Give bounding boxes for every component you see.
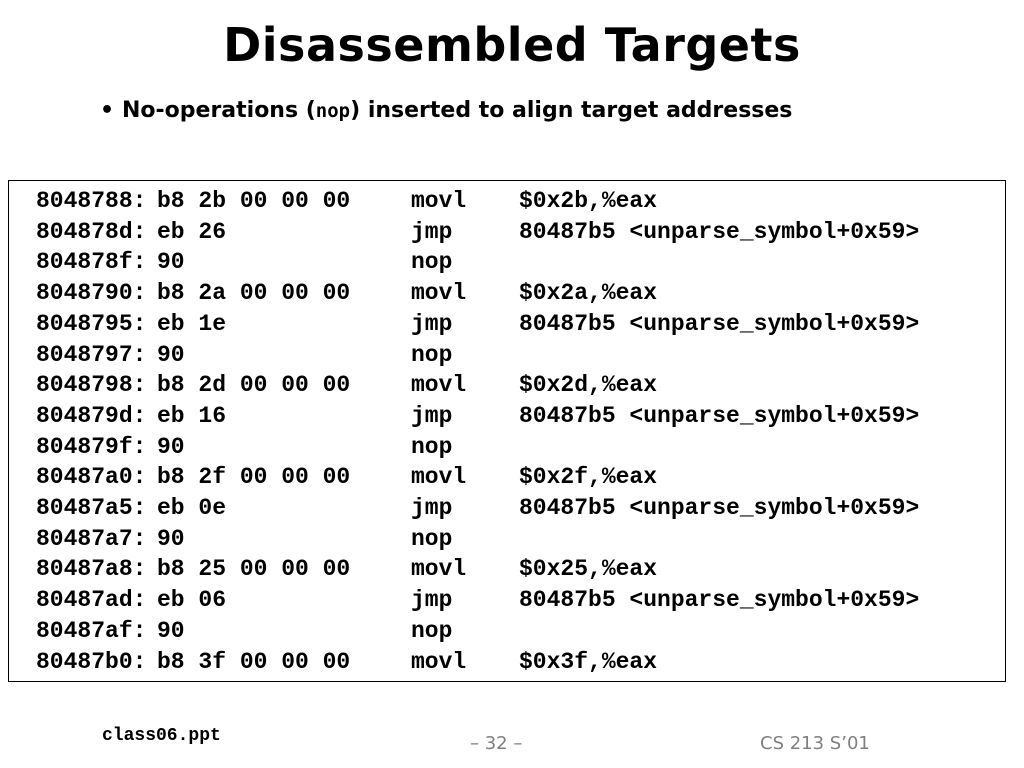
code-bytes: b8 2b 00 00 00 [157,188,351,214]
code-bytes: b8 3f 00 00 00 [157,648,351,675]
code-mnemonic: nop [411,249,453,276]
code-mnemonic: movl [411,188,467,214]
code-bytes: eb 06 [157,587,227,614]
code-address: 8048798: [36,372,147,399]
code-mnemonic: nop [411,341,453,368]
code-address: 8048797: [36,341,147,368]
code-bytes: eb 16 [157,402,227,429]
code-address: 80487ad: [36,587,147,614]
code-address: 8048790: [36,280,147,307]
bullet-marker: • [100,98,115,123]
code-operand: 80487b5 <unparse_symbol+0x59> [519,310,920,337]
code-mnemonic: movl [411,464,467,491]
code-mnemonic: jmp [411,310,453,337]
code-operand: $0x2f,%eax [519,464,658,491]
code-address: 804879d: [36,402,147,429]
code-operand: $0x2b,%eax [519,188,658,214]
footer-page-number: – 32 – [470,733,523,754]
code-operand: $0x25,%eax [519,556,658,583]
code-mnemonic: movl [411,556,467,583]
code-bytes: 90 [157,617,185,644]
code-operand: 80487b5 <unparse_symbol+0x59> [519,402,920,429]
code-operand: 80487b5 <unparse_symbol+0x59> [519,587,920,614]
code-operand: $0x2a,%eax [519,280,658,307]
code-bytes: 90 [157,249,185,276]
code-bytes: eb 26 [157,218,227,245]
code-bytes: b8 2a 00 00 00 [157,280,351,307]
code-mnemonic: jmp [411,587,453,614]
code-bytes: b8 2d 00 00 00 [157,372,351,399]
code-bytes: eb 0e [157,495,227,521]
code-mnemonic: nop [411,525,453,552]
code-bytes: b8 2f 00 00 00 [157,464,351,491]
code-mnemonic: movl [411,648,467,675]
code-operand: $0x2d,%eax [519,372,658,399]
code-mnemonic: nop [411,617,453,644]
slide-title: Disassembled Targets [223,18,801,72]
footer-course-label: CS 213 S’01 [760,733,870,754]
code-bytes: 90 [157,341,185,368]
bullet-code-nop: nop [315,100,351,122]
disassembly-box [8,180,1006,682]
code-mnemonic: movl [411,280,467,307]
code-bytes: 90 [157,525,185,552]
code-mnemonic: nop [411,433,453,460]
code-address: 80487a0: [36,464,147,491]
code-mnemonic: jmp [411,495,453,521]
code-address: 8048795: [36,310,147,337]
code-address: 80487a5: [36,495,147,521]
code-operand: $0x3f,%eax [519,648,658,675]
code-address: 80487af: [36,617,147,644]
code-mnemonic: jmp [411,402,453,429]
code-address: 80487a8: [36,556,147,583]
bullet-point [100,98,792,123]
code-address: 804878d: [36,218,147,245]
code-operand: 80487b5 <unparse_symbol+0x59> [519,495,920,521]
code-address: 8048788: [36,188,147,214]
code-bytes: b8 25 00 00 00 [157,556,351,583]
code-bytes: eb 1e [157,310,227,337]
code-address: 80487b0: [36,648,147,675]
code-address: 804879f: [36,433,147,460]
footer-filename: class06.ppt [102,726,221,746]
code-operand: 80487b5 <unparse_symbol+0x59> [519,218,920,245]
code-bytes: 90 [157,433,185,460]
bullet-text-start: No-operations ( [122,98,316,123]
code-mnemonic: jmp [411,218,453,245]
code-address: 80487a7: [36,525,147,552]
bullet-text-end: ) inserted to align target addresses [350,98,793,123]
code-address: 804878f: [36,249,147,276]
code-mnemonic: movl [411,372,467,399]
